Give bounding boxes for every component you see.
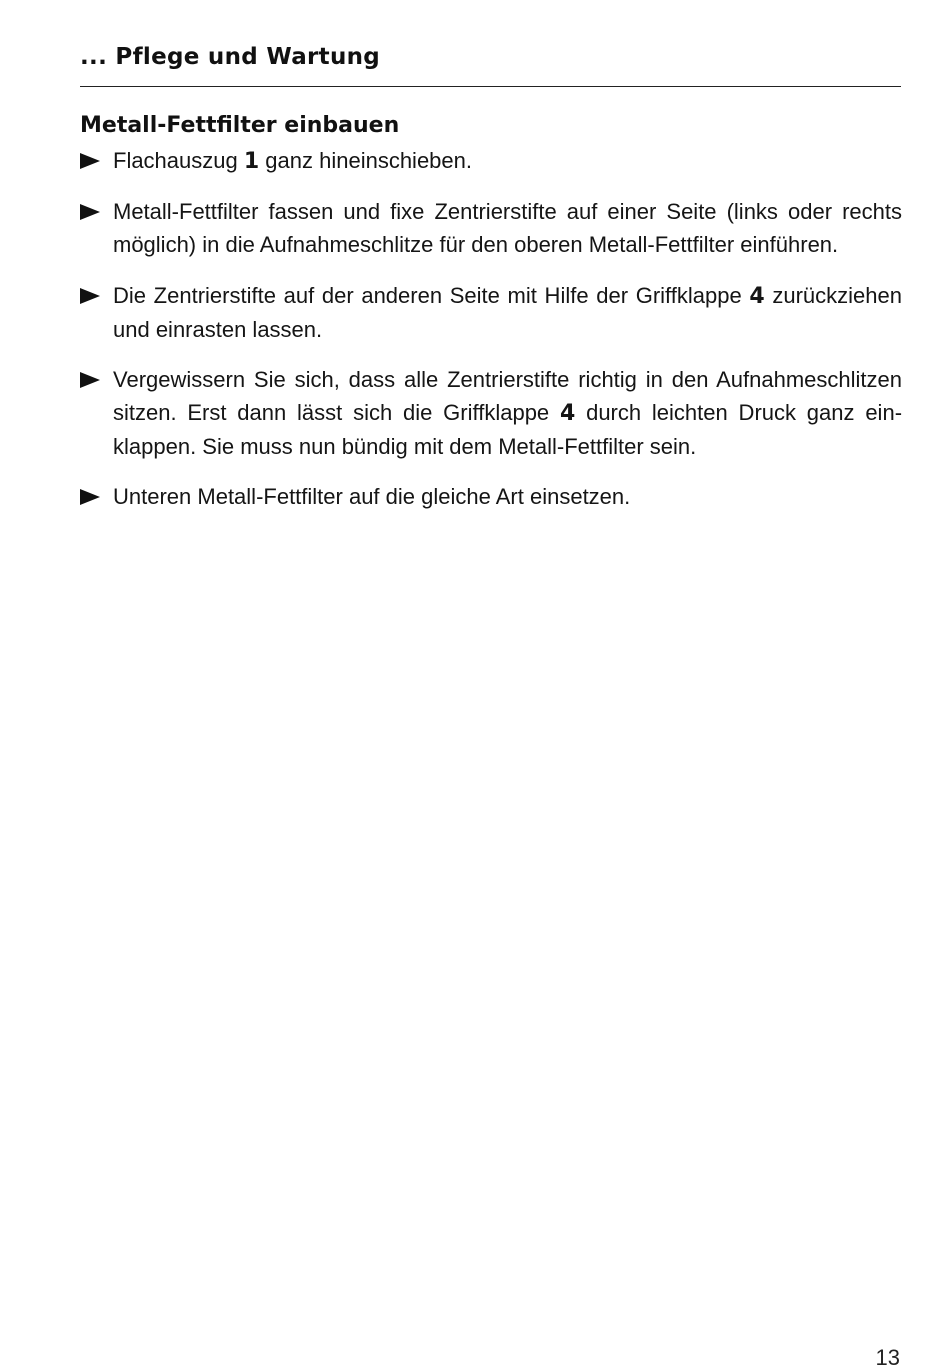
step-reference-number: 1 [243, 149, 260, 174]
step-reference-number: 4 [559, 401, 576, 426]
step-text: durch leichten Druck ganz einklappen. Sie muss nun bündig mit dem Metall-Fettfilter sein. [113, 400, 903, 459]
running-header: ... Pflege und Wartung [80, 44, 381, 70]
step-text: zurückziehen und einrasten lassen. [113, 283, 902, 342]
header-divider [80, 86, 901, 87]
step-reference-number: 4 [749, 284, 765, 309]
instruction-step [80, 144, 902, 178]
triangle-bullet-icon [80, 489, 100, 505]
step-text: ganz hineinschieben. [259, 148, 472, 173]
step-text: Flachauszug [113, 148, 244, 173]
instruction-step [80, 195, 902, 262]
step-text: Unteren Metall-Fettfilter auf die gleiche Art einsetzen. [113, 484, 631, 509]
instruction-step [80, 279, 902, 346]
triangle-bullet-icon [80, 204, 100, 220]
step-text: Die Zentrierstifte auf der anderen Seite mit Hilfe der Griffklappe [113, 283, 750, 308]
page-number: 13 [875, 1345, 900, 1370]
instruction-step [80, 480, 902, 514]
triangle-bullet-icon [80, 153, 100, 169]
instruction-list [80, 144, 902, 514]
instruction-step [80, 363, 902, 463]
triangle-bullet-icon [80, 372, 100, 388]
triangle-bullet-icon [80, 288, 100, 304]
section-title: Metall-Fettfilter einbauen [80, 113, 400, 138]
step-text: Vergewissern Sie sich, dass alle Zentrierstifte richtig in den Aufnahmeschlitzen sitzen. Erst dann lässt sich die Griffklappe [113, 367, 902, 425]
step-text: Metall-Fettfilter fassen und fixe Zentrierstifte auf einer Seite (links oder rechts möglich) in die Aufnahmeschlitze für den oberen Metall-Fettfilter einführen. [113, 199, 902, 257]
